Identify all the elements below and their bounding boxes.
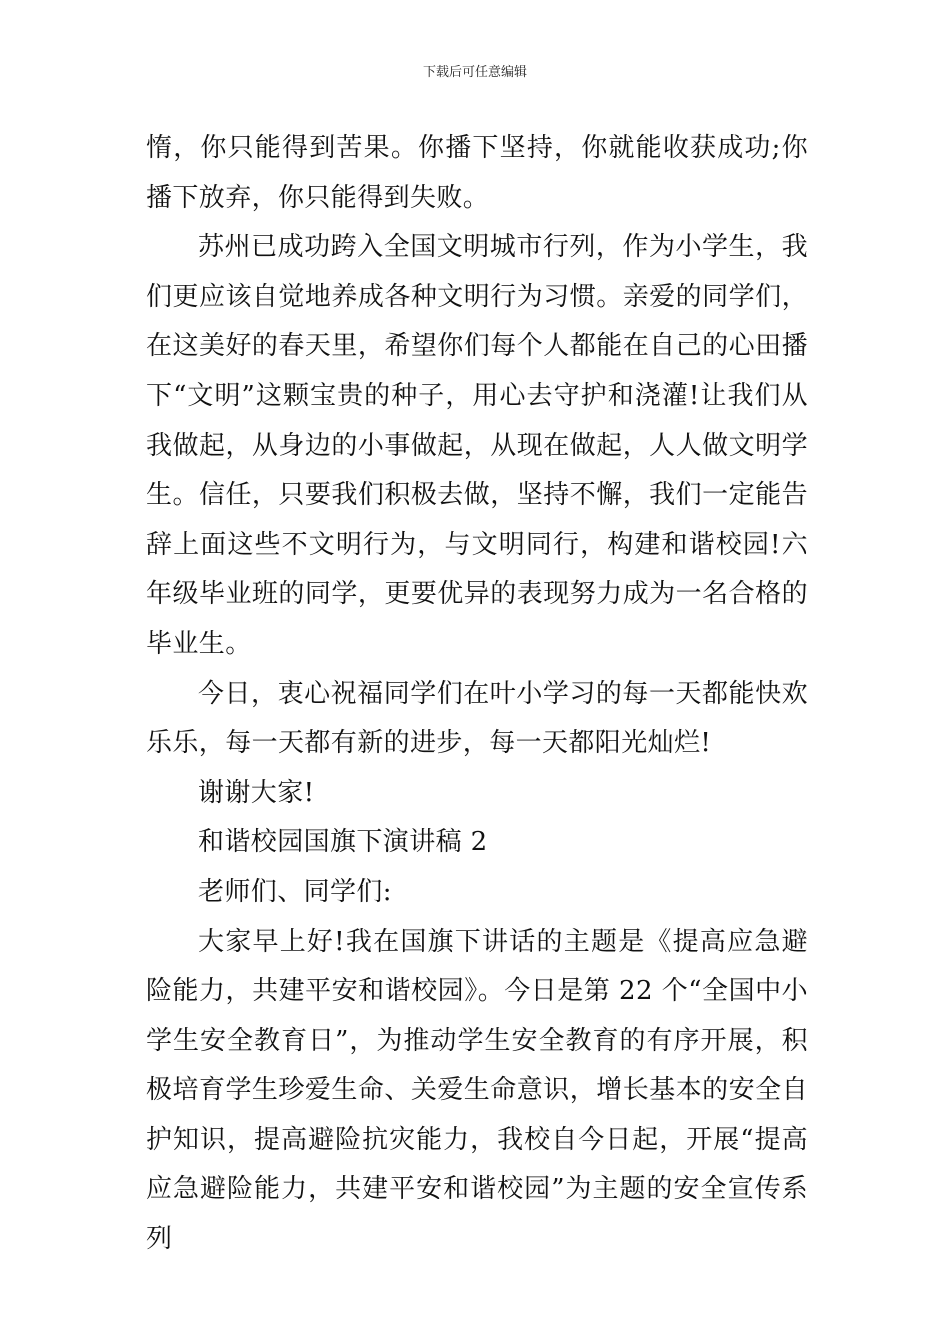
paragraph-wishes: 今日，衷心祝福同学们在叶小学习的每一天都能快欢乐乐，每一天都有新的进步，每一天都阳光灿烂! (146, 678, 808, 759)
paragraph-continuation: 惰，你只能得到苦果。你播下坚持，你就能收获成功;你播下放弃，你只能得到失败。 (146, 133, 808, 213)
document-body (146, 124, 808, 1265)
section-title: 和谐校园国旗下演讲稿 2 (198, 827, 488, 858)
paragraph-civilization: 苏州已成功跨入全国文明城市行列，作为小学生，我们更应该自觉地养成各种文明行为习惯。亲爱的同学们，在这美好的春天里，希望你们每个人都能在自己的心田播下“文明”这颗宝贵的种子，用心去守护和浇灌!让我们从我做起，从身边的小事做起，从现在做起，人人做文明学生。信任，只要我们积极去做，坚持不懈，我们一定能告辞上面这些不文明行为，与文明同行，构建和谐校园!六年级毕业班的同学，更要优异的表现努力成为一名合格的毕业生。 (146, 232, 808, 659)
paragraph-thanks: 谢谢大家! (198, 777, 315, 808)
paragraph-salutation: 老师们、同学们: (198, 876, 392, 907)
paragraph-safety-intro: 大家早上好!我在国旗下讲话的主题是《提高应急避险能力，共建平安和谐校园》。今日是第 22 个“全国中小学生安全教育日”，为推动学生安全教育的有序开展，积极培育学生珍爱生命、关爱生命意识，增长基本的安全自护知识，提高避险抗灾能力，我校自今日起，开展“提高应急避险能力，共建平安和谐校园”为主题的安全宣传系列 (146, 926, 808, 1255)
page-header: 下载后可任意编辑 (422, 65, 527, 80)
